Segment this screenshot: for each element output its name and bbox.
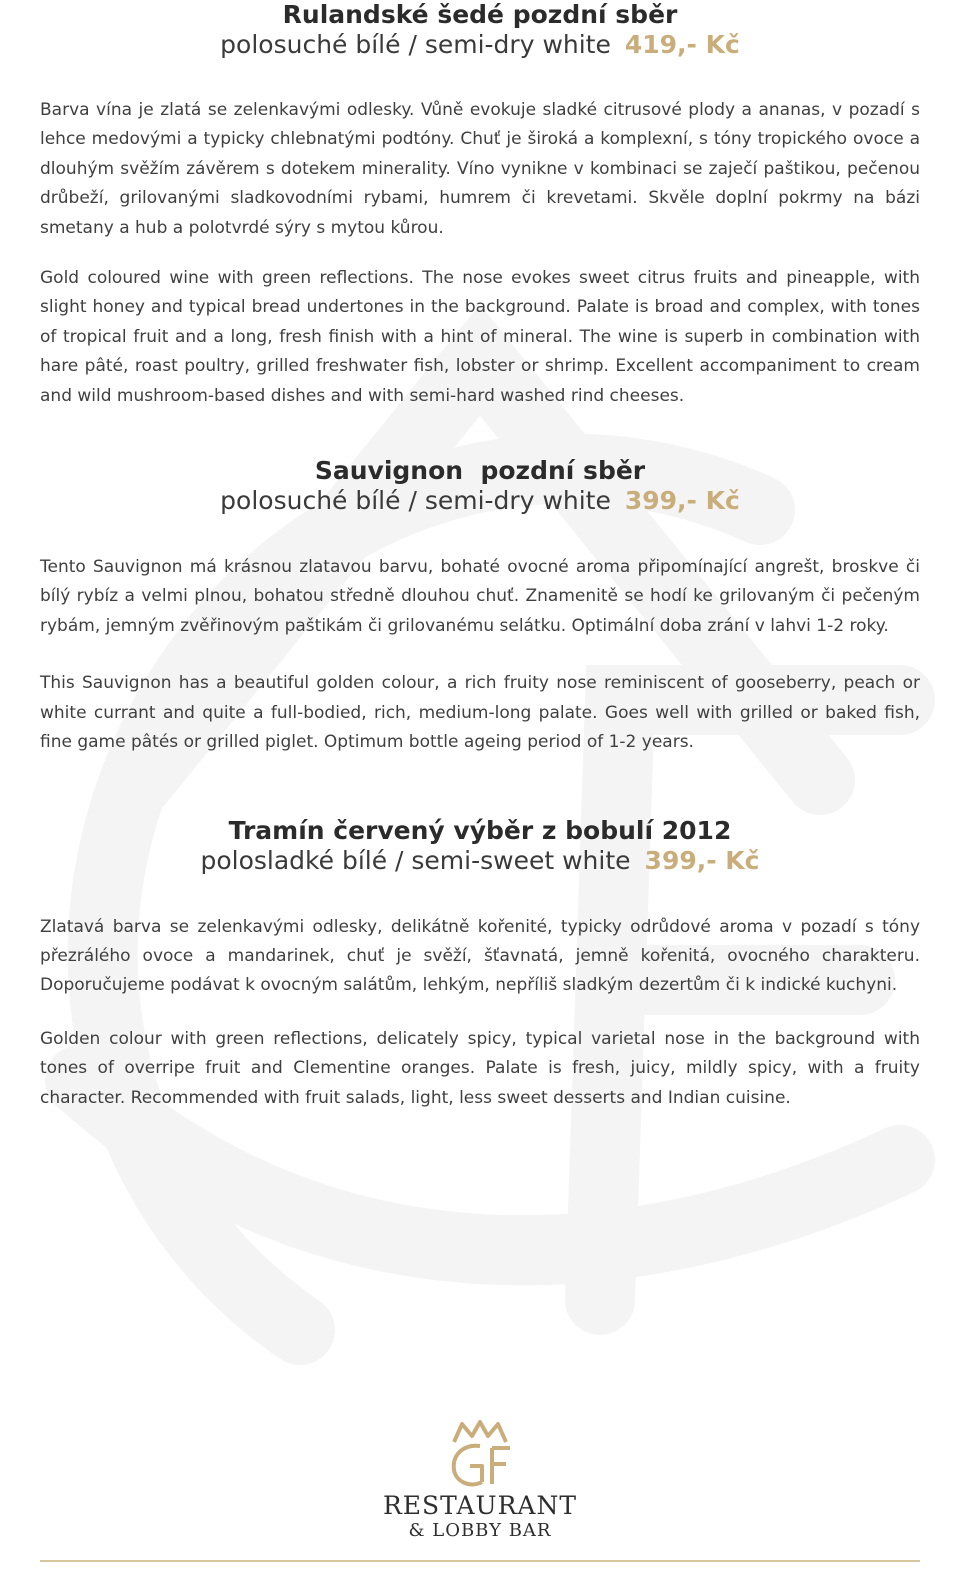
wine-name: Rulandské šedé pozdní sběr <box>282 0 678 29</box>
wine-style: polosuché bílé / semi-dry white <box>220 486 611 516</box>
wine-description-en: Gold coloured wine with green reflections. The nose evokes sweet citrus fruits and pineapple, with slight honey and typical bread undertones in the background. Palate is broad and complex, with tones of tropical fruit and a long, fresh finish with a hint of mineral. The wine is superb in combination with hare pâté, roast poultry, grilled freshwater fish, lobster or shrimp. Excellent accompaniment to cream and wild mushroom-based dishes and with semi-hard washed rind cheeses. <box>40 268 920 406</box>
wine-style-line <box>40 846 920 876</box>
wine-name: Sauvignon pozdní sběr <box>314 456 646 486</box>
wine-description-cz: Tento Sauvignon má krásnou zlatavou barvu, bohaté ovocné aroma připomínající angrešt, broskve či bílý rybíz a velmi plnou, bohatou středně dlouhou chuť. Znamenitě se hodí ke grilovaným či pečeným rybám, jemným zvěřinovým paštikám či grilovanému selátku. Optimální doba zrání v lahvi 1-2 roky. <box>40 557 920 636</box>
wine-description-en: Golden colour with green reflections, delicately spicy, typical varietal nose in the background with tones of overripe fruit and Clementine oranges. Palate is fresh, juicy, mildly spicy, with a fruity character. Recommended with fruit salads, light, less sweet desserts and Indian cuisine. <box>40 1028 920 1108</box>
logo-name: RESTAURANT <box>382 1491 578 1520</box>
wine-rulandske-sede <box>40 0 920 411</box>
wine-price: 419,- Kč <box>624 30 740 59</box>
footer-divider <box>40 1560 920 1562</box>
wine-style: polosuché bílé / semi-dry white <box>220 30 611 59</box>
wine-description-en: This Sauvignon has a beautiful golden colour, a rich fruity nose reminiscent of gooseberry, peach or white currant and quite a full-bodied, rich, medium-long palate. Goes well with grilled or baked fish, fine game pâtés or grilled piglet. Optimum bottle ageing period of 1-2 years. <box>40 673 920 753</box>
restaurant-logo <box>0 1418 960 1542</box>
wine-description-cz: Barva vína je zlatá se zelenkavými odlesky. Vůně evokuje sladké citrusové plody a ananas, v pozadí s lehce medovými a typicky chlebnatými podtóny. Chuť je široká a komplexní, s tóny tropického ovoce a dlouhým svěžím závěrem s dotekem minerality. Víno vynikne v kombinaci se zaječí paštikou, pečenou drůbeží, grilovanými sladkovodními rybami, humrem či krevetami. Skvěle doplní pokrmy na bázi smetany a hub a polotvrdé sýry s mytou kůrou. <box>40 100 920 238</box>
wine-style: polosladké bílé / semi-sweet white <box>200 845 631 875</box>
wine-sauvignon <box>40 456 920 757</box>
wine-tramin-cerveny <box>40 816 920 1113</box>
crown-monogram-icon <box>440 1418 520 1490</box>
wine-style-line <box>40 30 920 60</box>
wine-price: 399,- Kč <box>624 486 740 516</box>
wine-price: 399,- Kč <box>644 845 760 875</box>
wine-description-cz: Zlatavá barva se zelenkavými odlesky, delikátně kořenité, typicky odrůdové aroma v pozadí s tóny přezrálého ovoce a mandarinek, chuť je svěží, šťavnatá, jemně kořenitá, ovocného charakteru. Doporučujeme podávat k ovocným salátům, lehkým, nepříliš sladkým dezertům či k indické kuchyni. <box>40 916 920 996</box>
wine-style-line <box>40 486 920 516</box>
logo-subtitle: & LOBBY BAR <box>408 1520 552 1541</box>
wine-name: Tramín červený výběr z bobulí 2012 <box>228 815 732 845</box>
